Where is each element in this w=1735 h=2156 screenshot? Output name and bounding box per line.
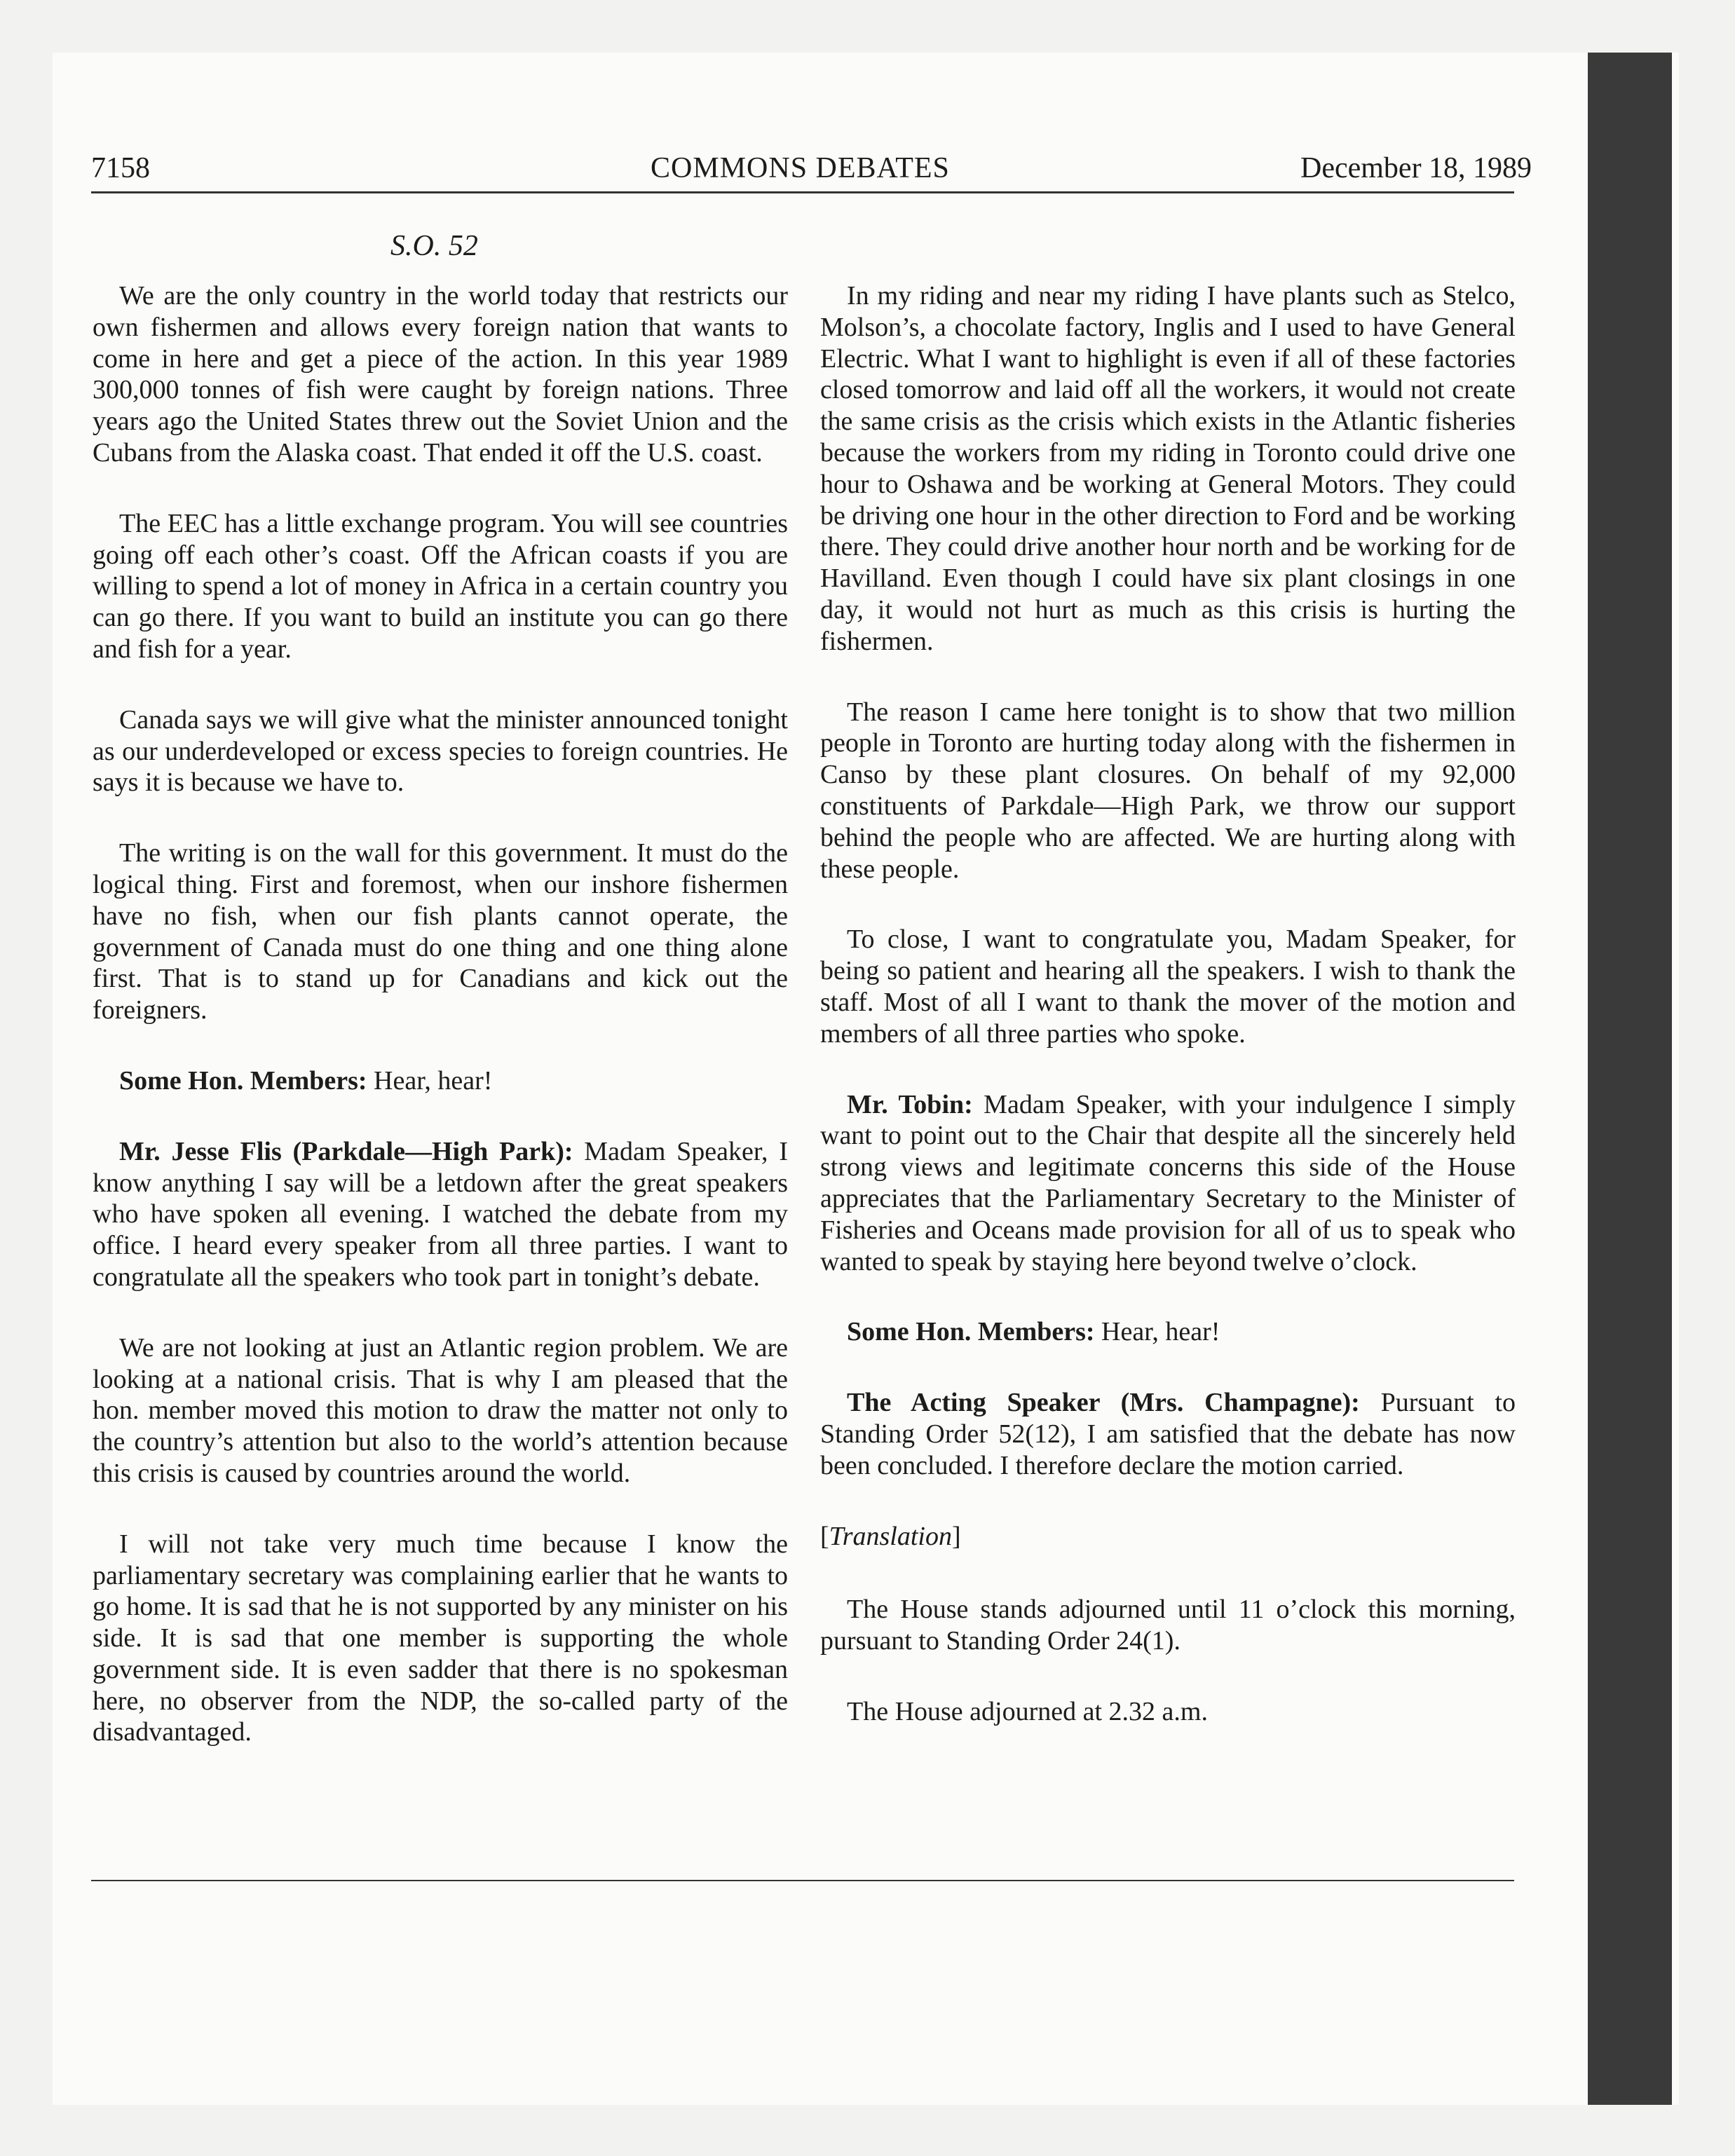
speech-paragraph [820, 1089, 1516, 1278]
scan-edge-strip [1588, 53, 1672, 2105]
paragraph: The House stands adjourned until 11 o’clock this morning, pursuant to Standing Order 24(1). [820, 1595, 1516, 1656]
speech-text: Hear, hear! [367, 1065, 493, 1096]
paragraph: The reason I came here tonight is to show that two million people in Toronto are hurting today along with the fishermen in Canso by these plant closures. On behalf of my 92,000 constituents of Parkdale—High Park, we throw our support behind the people who are affected. We are hurting along with these people. [820, 697, 1516, 884]
paragraph: I will not take very much time because I know the parliamentary secretary was complaining earlier that he wants to go home. It is sad that he is not supported by any minister on his side. It is sad that one member is supporting the whole government side. It is even sadder that there is no spokesman here, no observer from the NDP, the so-called party of the disadvantaged. [93, 1529, 788, 1747]
footer-rule [91, 1880, 1514, 1881]
paragraph: In my riding and near my riding I have plants such as Stelco, Molson’s, a chocolate factory, Inglis and I used to have General Electric. What I want to highlight is even if all of these factories closed tomorrow and laid off all the workers, it would not create the same crisis as the crisis which exists in the Atlantic fisheries because the workers from my riding in Toronto could drive one hour to Oshawa and be working at General Motors. They could be driving one hour in the other direction to Ford and be working there. They could drive another hour north and be working for de Havilland. Even though I could have six plant closings in one day, it would not hurt as much as this crisis is hurting the fishermen. [820, 281, 1516, 656]
speech-text: Madam Speaker, with your indulgence I simply want to point out to the Chair that despite all the sincerely held strong views and legitimate concerns this side of the House appreciates that the Parliamentary Secretary to the Minister of Fisheries and Oceans made provision for all of us to speak who wanted to speak by staying here beyond twelve o’clock. [820, 1089, 1516, 1276]
speech-paragraph [93, 1065, 788, 1097]
speaker-name: Some Hon. Members: [847, 1317, 1095, 1347]
speaker-name: Mr. Jesse Flis (Parkdale—High Park): [119, 1136, 573, 1166]
journal-title: COMMONS DEBATES [651, 152, 950, 184]
page-date: December 18, 1989 [1300, 152, 1532, 184]
paragraph: We are the only country in the world today that restricts our own fishermen and allows every foreign nation that wants to come in here and get a piece of the action. In this year 1989 300,000 tonnes of fish were caught by foreign nations. Three years ago the United States threw out the Soviet Union and the Cubans from the Alaska coast. That ended it off the U.S. coast. [93, 281, 788, 468]
header-rule [91, 191, 1514, 193]
paragraph: The EEC has a little exchange program. You will see countries going off each other’s coast. Off the African coasts if you are willing to spend a lot of money in Africa in a certain country you can go there. If you want to build an institute you can go there and fish for a year. [93, 508, 788, 664]
paragraph: The writing is on the wall for this government. It must do the logical thing. First and foremost, when our inshore fishermen have no fish, when our fish plants cannot operate, the government of Canada must do one thing and one thing alone first. That is to stand up for Canadians and kick out the foreigners. [93, 838, 788, 1025]
paragraph: To close, I want to congratulate you, Madam Speaker, for being so patient and hearing all the speakers. I wish to thank the staff. Most of all I want to thank the mover of the motion and members of all three parties who spoke. [820, 925, 1516, 1049]
speaker-name: Some Hon. Members: [119, 1065, 367, 1096]
paragraph: The House adjourned at 2.32 a.m. [847, 1696, 1208, 1726]
speech-paragraph [820, 1387, 1516, 1481]
speech-text: Madam Speaker, I know anything I say will be a letdown after the great speakers who have spoken all evening. I watched the debate from my office. I heard every speaker from all three parties. I want to congratulate all the speakers who took part in tonight’s debate. [93, 1136, 788, 1292]
paragraph: Canada says we will give what the minister announced tonight as our underdeveloped or excess species to foreign countries. He says it is because we have to. [93, 704, 788, 798]
translation-note: [Translation] [820, 1521, 961, 1551]
speech-text: Pursuant to Standing Order 52(12), I am satisfied that the debate has now been concluded. I therefore declare the motion carried. [820, 1388, 1516, 1480]
translation-label: Translation [829, 1521, 952, 1551]
paragraph: We are not looking at just an Atlantic region problem. We are looking at a national crisis. That is why I am pleased that the hon. member moved this motion to draw the matter not only to the country’s attention but also to the world’s attention because this crisis is caused by countries around the world. [93, 1332, 788, 1488]
speech-text: Hear, hear! [1094, 1317, 1220, 1347]
right-column [820, 280, 1516, 1767]
page-number: 7158 [91, 152, 150, 184]
speaker-name: Mr. Tobin: [847, 1089, 973, 1119]
speech-paragraph [820, 1316, 1516, 1348]
speaker-name: The Acting Speaker (Mrs. Champagne): [847, 1388, 1360, 1418]
standing-order-marker: S.O. 52 [390, 230, 478, 262]
speech-paragraph [93, 1136, 788, 1293]
left-column [93, 280, 788, 1787]
